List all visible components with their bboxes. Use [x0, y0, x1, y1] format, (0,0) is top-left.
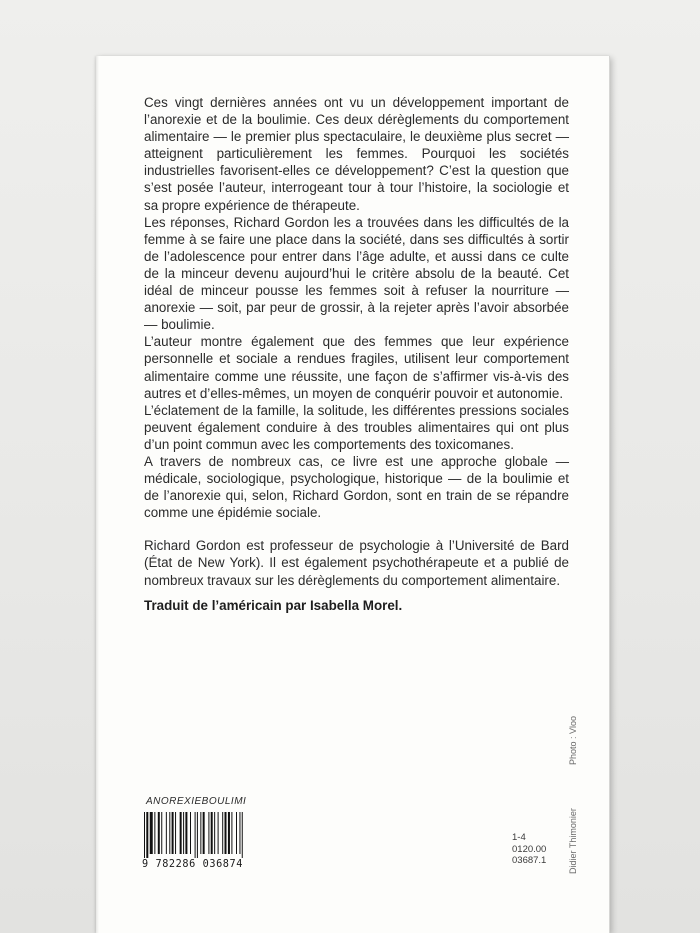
barcode-bar	[169, 812, 170, 854]
book-back-cover	[96, 56, 610, 933]
barcode-bar	[200, 812, 201, 854]
barcode-graphic	[142, 812, 280, 858]
blurb-paragraph: L’éclatement de la famille, la solitude, les différentes pressions sociales peuvent également conduire à des troubles alimentaires qui ont plus d’un point commun avec les comportements des toxicomanes.	[144, 402, 569, 452]
author-bio: Richard Gordon est professeur de psychologie à l’Université de Bard (État de New York). Il est également psychothérapeute et a publié de nombreux travaux sur les dérèglements du comportement alimentaire.	[144, 538, 569, 588]
barcode-bar	[166, 812, 167, 854]
barcode-bar	[144, 812, 145, 858]
catalog-code: 03687.1	[512, 855, 547, 866]
barcode-bar	[183, 812, 184, 854]
barcode-bar	[225, 812, 227, 854]
barcode-bar	[236, 812, 237, 854]
barcode-bar	[242, 812, 243, 858]
barcode-bar	[228, 812, 230, 854]
barcode-bar	[208, 812, 209, 854]
barcode-bar	[161, 812, 162, 854]
barcode-bar	[239, 812, 240, 854]
barcode-bar	[218, 812, 219, 854]
blurb-text	[144, 94, 569, 614]
barcode-title: ANOREXIEBOULIMI	[146, 796, 247, 807]
blurb-paragraph: L’auteur montre également que des femmes que leur expérience personnelle et sociale a rendues fragiles, utilisent leur comportement alimentaire comme une réussite, une façon de s’affirmer vis-à-vis des autres et d’elles-mêmes, un moyen de conquérir pouvoir et autonomie.	[144, 334, 569, 401]
barcode-bar	[180, 812, 182, 854]
barcode-bar	[146, 812, 148, 858]
isbn-barcode-block	[142, 796, 292, 870]
barcode-bar	[211, 812, 213, 854]
photo-credit-label: Photo : Vloo	[568, 715, 578, 765]
barcode-bar	[197, 812, 198, 858]
translator-credit: Traduit de l’américain par Isabella Morel.	[144, 597, 403, 613]
barcode-bar	[190, 812, 191, 854]
isbn-digits: 9 782286 036874	[142, 859, 244, 870]
barcode-bar	[203, 812, 205, 854]
barcode-bar	[185, 812, 187, 854]
barcode-bar	[195, 812, 196, 858]
barcode-bar	[175, 812, 176, 854]
catalog-code: 0120.00	[512, 843, 547, 855]
blurb-paragraph: Ces vingt dernières années ont vu un développement important de l’anorexie et de la boulimie. Ces deux dérèglements du comportement alimentaire — le premier plus spectaculaire, le deuxième plus secret — atteignent particulièrement les femmes. Pourquoi les sociétés industrielles favorisent-elles ce développement? C’est la question que s’est posée l’auteur, interrogeant tour à tour l’histoire, la sociologie et sa propre expérience de thérapeute.	[144, 95, 569, 213]
catalog-code: 1-4	[512, 832, 526, 843]
barcode-bar	[150, 812, 153, 854]
catalog-codes	[512, 832, 546, 867]
barcode-bar	[222, 812, 223, 854]
photographer-credit: Didier Thimonier	[568, 808, 578, 874]
barcode-bar	[158, 812, 160, 854]
blurb-paragraph: A travers de nombreux cas, ce livre est une approche globale — médicale, sociologique, psychologique, historique — de la boulimie et de l’anorexie qui, selon, Richard Gordon, sont en train de se répandre comme une épidémie sociale.	[144, 453, 569, 521]
barcode-bar	[214, 812, 215, 854]
barcode-bar	[172, 812, 174, 854]
barcode-bar	[231, 812, 232, 854]
barcode-bar	[154, 812, 155, 854]
blurb-paragraph: Les réponses, Richard Gordon les a trouvées dans les difficultés de la femme à se faire une place dans la société, dans ses difficultés à sortir de l’adolescence pour entrer dans l’âge adulte, et aussi dans ce culte de la minceur devenu aujourd’hui le critère absolu de la beauté. Cet idéal de minceur pousse les femmes soit à refuser la nourriture — anorexie — soit, par peur de grossir, à la rejeter après l’avoir absorbée — boulimie.	[144, 214, 569, 333]
